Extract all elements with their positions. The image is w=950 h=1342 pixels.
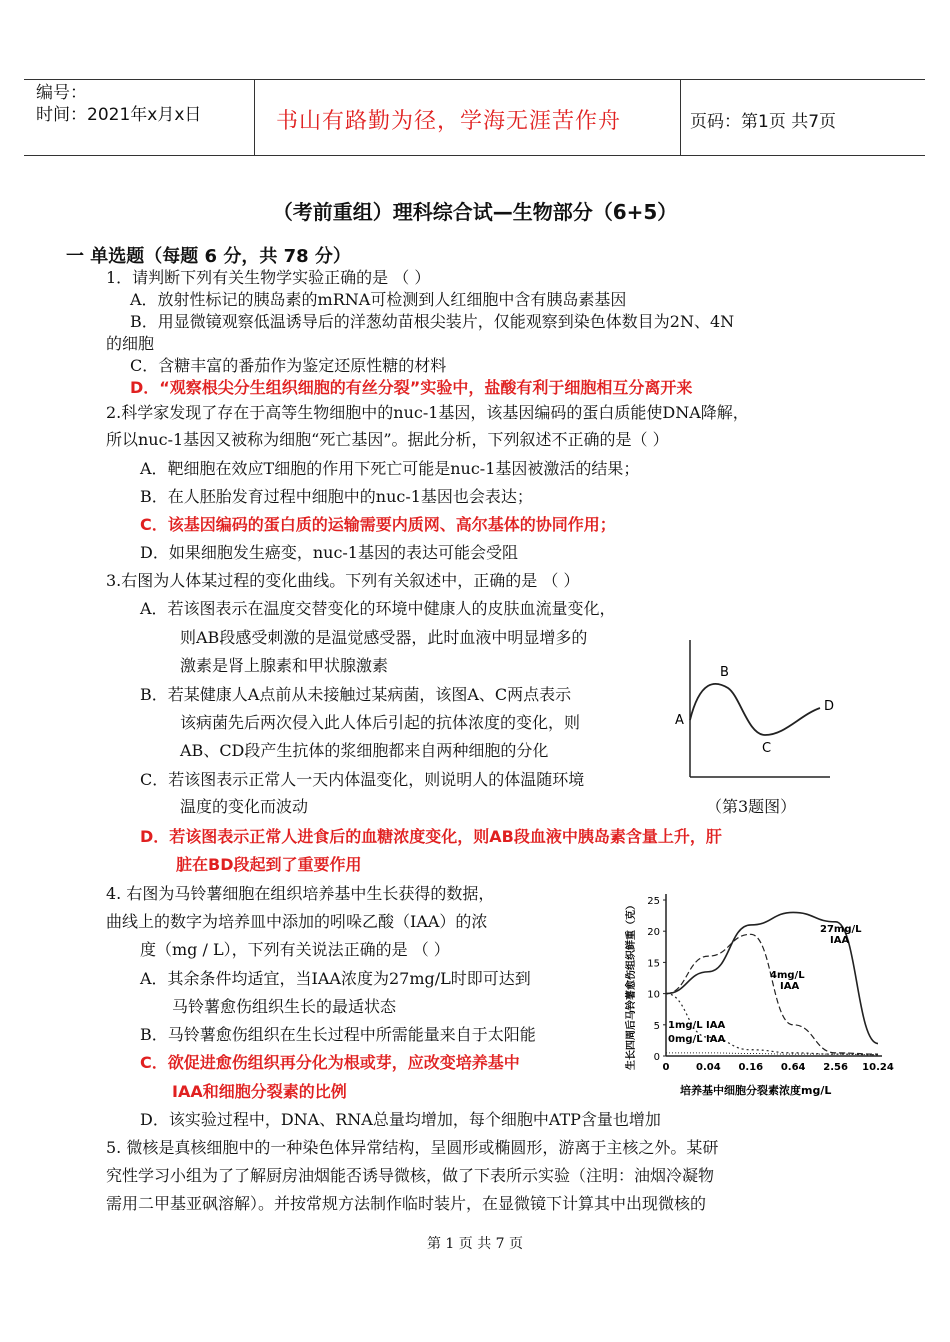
q3-figure-caption: （第3题图） — [706, 797, 797, 816]
q1-option-b: B．用显微镜观察低温诱导后的洋葱幼苗根尖装片，仅能观察到染色体数目为2N、4N — [130, 312, 735, 331]
q3-option-c-line1: C．若该图表示正常人一天内体温变化，则说明人的体温随环境 — [140, 770, 585, 789]
q4-y-tick-label: 10 — [647, 989, 660, 1001]
header-page-info: 页码：第1页 共7页 — [690, 112, 837, 132]
q4-option-c-answer-line2: IAA和细胞分裂素的比例 — [172, 1082, 347, 1101]
paper-title: （考前重组）理科综合试—生物部分（6+5） — [272, 200, 678, 224]
q3-option-a-line1: A．若该图表示在温度交替变化的环境中健康人的皮肤血流量变化， — [140, 599, 616, 618]
q3-option-c-line2: 温度的变化而波动 — [180, 797, 309, 816]
q4-y-tick-label: 0 — [653, 1052, 660, 1063]
q3-label-b: B — [720, 665, 729, 680]
q2-option-b: B．在人胚胎发育过程中细胞中的nuc-1基因也会表达； — [140, 487, 533, 506]
q3-option-b-line3: AB、CD段产生抗体的浆细胞都来自两种细胞的分化 — [180, 741, 549, 760]
q2-option-c-answer: C．该基因编码的蛋白质的运输需要内质网、高尔基体的协同作用； — [140, 515, 616, 534]
q2-option-d: D．如果细胞发生癌变，nuc-1基因的表达可能会受阻 — [140, 543, 518, 562]
q4-x-tick-label: 10.24 — [862, 1062, 894, 1073]
q4-option-c-answer-line1: C．欲促进愈伤组织再分化为根或芽，应改变培养基中 — [140, 1053, 520, 1072]
q4-y-tick-label: 20 — [647, 927, 660, 939]
q4-x-tick-label: 0.64 — [780, 1062, 806, 1073]
header-bottom-rule — [24, 155, 925, 156]
header-divider-left — [254, 79, 255, 155]
q4-chart-xlabel: 培养基中细胞分裂素浓度mg/L — [680, 1084, 832, 1097]
q3-curve — [690, 684, 820, 735]
section-heading: 一 单选题（每题 6 分，共 78 分） — [66, 246, 351, 267]
header-motto: 书山有路勤为径，学海无涯苦作舟 — [276, 109, 622, 134]
document-time-label: 时间：2021年x月x日 — [36, 105, 202, 125]
q3-option-d-answer-line2: 脏在BD段起到了重要作用 — [176, 855, 362, 874]
header-divider-right — [680, 79, 681, 155]
q2-stem-line1: 2.科学家发现了存在于高等生物细胞中的nuc-1基因，该基因编码的蛋白质能使DNA降解， — [106, 403, 749, 422]
q5-line1: 5. 微核是真核细胞中的一种染色体异常结构，呈圆形或椭圆形，游离于主核之外。某研 — [106, 1138, 719, 1157]
q1-option-c: C．含糖丰富的番茄作为鉴定还原性糖的材料 — [130, 356, 447, 375]
q3-label-a: A — [675, 713, 684, 728]
q4-series-line — [666, 1053, 878, 1055]
q5-line3: 需用二甲基亚砜溶解）。并按常规方法制作临时装片，在显微镜下计算其中出现微核的 — [106, 1194, 707, 1213]
header-top-rule — [24, 79, 925, 80]
q2-stem-line2: 所以nuc-1基因又被称为细胞“死亡基因”。据此分析，下列叙述不正确的是（ ） — [106, 430, 669, 449]
q1-stem: 1．请判断下列有关生物学实验正确的是 （ ） — [106, 268, 431, 287]
q4-stem-line3: 度（mg / L），下列有关说法正确的是 （ ） — [140, 940, 450, 959]
q4-y-tick-label: 5 — [653, 1020, 660, 1032]
q4-x-tick-label: 0.16 — [738, 1062, 764, 1073]
q3-stem: 3.右图为人体某过程的变化曲线。下列有关叙述中，正确的是 （ ） — [106, 571, 580, 590]
q4-series-label: 27mg/L IAA — [820, 924, 862, 946]
q4-series-label: 0mg/L IAA — [668, 1034, 726, 1045]
q3-option-a-line2: 则AB段感受刺激的是温觉感受器，此时血液中明显增多的 — [180, 628, 588, 647]
q3-option-b-line2: 该病菌先后两次侵入此人体后引起的抗体浓度的变化，则 — [180, 713, 581, 732]
q1-option-b-cont: 的细胞 — [106, 334, 155, 353]
q4-iaa-chart — [620, 880, 894, 1102]
q5-line2: 究性学习小组为了了解厨房油烟能否诱导微核，做了下表所示实验（注明：油烟冷凝物 — [106, 1166, 715, 1185]
q4-option-a-line1: A．其余条件均适宜，当IAA浓度为27mg/L时即可达到 — [140, 969, 531, 988]
document-number-label: 编号： — [36, 83, 87, 103]
q4-x-tick-label: 0.04 — [696, 1062, 721, 1073]
q4-x-tick-label: 2.56 — [823, 1062, 848, 1073]
q4-series-label: 4mg/L IAA — [770, 970, 805, 992]
q3-option-b-line1: B．若某健康人A点前从未接触过某病菌，该图A、C两点表示 — [140, 685, 572, 704]
q4-y-tick-label: 25 — [647, 896, 660, 907]
q4-stem-line1: 4. 右图为马铃薯细胞在组织培养基中生长获得的数据， — [106, 884, 495, 903]
q3-option-a-line3: 激素是肾上腺素和甲状腺激素 — [180, 656, 389, 675]
q2-option-a: A．靶细胞在效应T细胞的作用下死亡可能是nuc-1基因被激活的结果； — [140, 459, 640, 478]
q3-label-c: C — [762, 741, 772, 756]
q3-label-d: D — [824, 699, 835, 714]
q4-option-d: D．该实验过程中，DNA、RNA总量均增加，每个细胞中ATP含量也增加 — [140, 1110, 661, 1129]
q4-y-tick-label: 15 — [647, 958, 660, 970]
q4-option-b: B．马铃薯愈伤组织在生长过程中所需能量来自于太阳能 — [140, 1025, 536, 1044]
q4-stem-line2: 曲线上的数字为培养皿中添加的吲哚乙酸（IAA）的浓 — [106, 912, 488, 931]
page-footer: 第 1 页 共 7 页 — [426, 1236, 524, 1252]
q4-series-label: 1mg/L IAA — [668, 1020, 726, 1031]
q4-chart-ylabel: 生长四周后马铃薯愈伤组织鲜重（克） — [626, 900, 637, 1070]
q4-option-a-line2: 马铃薯愈伤组织生长的最适状态 — [172, 997, 397, 1016]
q1-option-a: A．放射性标记的胰岛素的mRNA可检测到人红细胞中含有胰岛素基因 — [130, 290, 627, 309]
q1-option-d-answer: D．“观察根尖分生组织细胞的有丝分裂”实验中，盐酸有利于细胞相互分离开来 — [130, 378, 693, 397]
q3-curve-figure — [670, 640, 840, 790]
q4-x-tick-label: 0 — [662, 1062, 670, 1073]
q3-option-d-answer-line1: D．若该图表示正常人进食后的血糖浓度变化，则AB段血液中胰岛素含量上升，肝 — [140, 827, 722, 846]
